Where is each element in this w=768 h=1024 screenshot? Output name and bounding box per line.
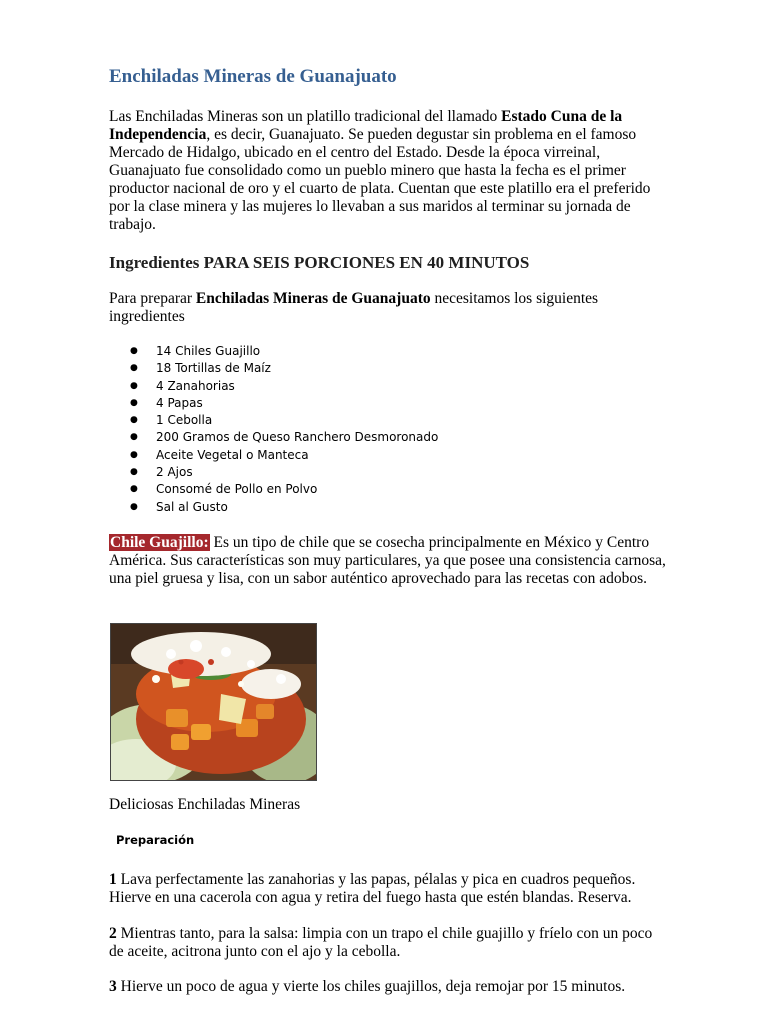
list-item — [130, 481, 438, 498]
prep-intro-bold-text: Enchiladas Mineras de Guanajuato — [195, 290, 431, 307]
prep-intro-paragraph — [109, 290, 669, 326]
bullet-icon: ● — [130, 432, 138, 443]
list-item — [130, 499, 438, 516]
photo-caption: Deliciosas Enchiladas Mineras — [109, 796, 301, 813]
enchiladas-illustration — [111, 624, 316, 780]
ingredient-label: Sal al Gusto — [156, 499, 228, 514]
step-number: 1 — [109, 871, 117, 888]
ingredient-label: 200 Gramos de Queso Ranchero Desmoronado — [156, 430, 439, 445]
intro-bold-text: Estado Cuna de la Independencia — [109, 108, 623, 143]
intro-text-end: , es decir, Guanajuato. Se pueden degustar sin problema en el famoso Mercado de Hidalgo, ubicado en el centro del Estado. Desde la época virreinal, Guanajuato fue consolidado como un pueblo minero que hasta la fecha es el primer productor nacional de oro y el cuarto de plata. Cuentan que este platillo era el preferido por la clase minera y las mujeres lo llevaban a sus maridos al terminar su jornada de trabajo. — [109, 126, 651, 233]
bullet-icon: ● — [130, 380, 138, 391]
enchiladas-photo — [110, 623, 317, 781]
ingredient-label: 4 Zanahorias — [156, 378, 235, 393]
list-item — [130, 412, 438, 429]
ingredient-label: Aceite Vegetal o Manteca — [156, 447, 309, 462]
chile-guajillo-paragraph — [109, 534, 669, 588]
list-item — [130, 464, 438, 481]
prep-intro-text-end: necesitamos los siguientes ingredientes — [109, 290, 599, 325]
step-number: 2 — [109, 925, 117, 942]
bullet-icon: ● — [130, 467, 138, 478]
step-2 — [109, 925, 669, 961]
ingredient-label: Consomé de Pollo en Polvo — [156, 482, 318, 497]
step-number: 3 — [109, 978, 117, 995]
ingredients-list — [130, 343, 438, 516]
chile-guajillo-label: Chile Guajillo: — [110, 534, 209, 551]
list-item — [130, 429, 438, 446]
list-item — [130, 447, 438, 464]
bullet-icon: ● — [130, 397, 138, 408]
prep-intro-text-start: Para preparar — [109, 290, 196, 307]
bullet-icon: ● — [130, 415, 138, 426]
step-text: Hierve un poco de agua y vierte los chiles guajillos, deja remojar por 15 minutos. — [116, 978, 626, 995]
list-item — [130, 360, 438, 377]
ingredients-heading: Ingredientes PARA SEIS PORCIONES EN 40 MINUTOS — [109, 253, 530, 272]
preparation-heading: Preparación — [116, 833, 195, 847]
list-item — [130, 378, 438, 395]
bullet-icon: ● — [130, 501, 138, 512]
ingredient-label: 2 Ajos — [156, 465, 193, 480]
page-title: Enchiladas Mineras de Guanajuato — [109, 66, 397, 87]
bullet-icon: ● — [130, 449, 138, 460]
ingredient-label: 14 Chiles Guajillo — [156, 344, 261, 358]
step-text: Mientras tanto, para la salsa: limpia con un trapo el chile guajillo y fríelo con un poco de aceite, acitrona junto con el ajo y la cebolla. — [109, 925, 653, 960]
step-text: Lava perfectamente las zanahorias y las papas, pélalas y pica en cuadros pequeños. Hierve en una cacerola con agua y retira del fuego hasta que estén blandas. Reserva. — [109, 871, 636, 906]
ingredient-label: 18 Tortillas de Maíz — [156, 361, 271, 376]
ingredient-label: 1 Cebolla — [156, 413, 213, 428]
intro-paragraph — [109, 108, 669, 234]
list-item — [130, 343, 438, 360]
list-item — [130, 395, 438, 412]
bullet-icon: ● — [130, 346, 138, 356]
step-1 — [109, 871, 669, 907]
chile-guajillo-description: Es un tipo de chile que se cosecha principalmente en México y Centro América. Sus características son muy particulares, ya que posee una consistencia carnosa, una piel gruesa y lisa, con un sabor auténtico aprovechado para las recetas con adobos. — [109, 534, 666, 587]
intro-text-start: Las Enchiladas Mineras son un platillo tradicional del llamado — [109, 108, 502, 125]
bullet-icon: ● — [130, 484, 138, 495]
ingredient-label: 4 Papas — [156, 395, 203, 410]
bullet-icon: ● — [130, 363, 138, 374]
step-3 — [109, 978, 669, 996]
